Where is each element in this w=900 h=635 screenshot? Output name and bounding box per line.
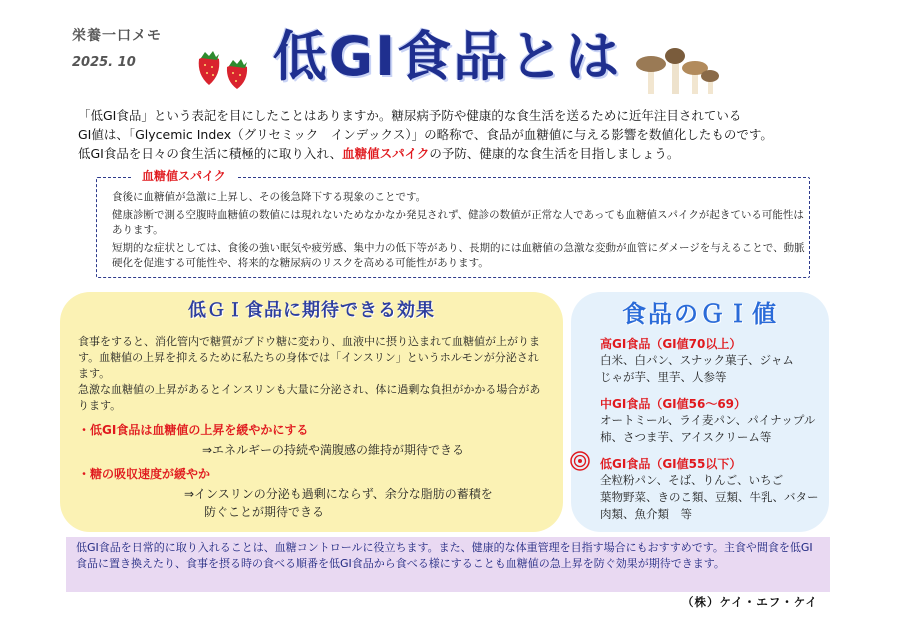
flower-icon xyxy=(569,450,591,472)
mushroom-icon xyxy=(632,42,722,100)
gi-mid-body-1: オートミール、ライ麦パン、パイナップル xyxy=(600,413,816,427)
gi-high-title: 高GI食品（GI値70以上） xyxy=(600,337,742,351)
spike-paragraph-2: 健康診断で測る空腹時血糖値の数値には現れないためなかなか発見されず、健診の数値が正常な人であっても血糖値スパイクが起きている可能性はあります。 xyxy=(112,208,804,236)
effects-paragraph-1: 食事をすると、消化管内で糖質がブドウ糖に変わり、血液中に摂り込まれて血糖値が上がります。血糖値の上昇を抑えるために私たちの身体では「インスリン」というホルモンが分泌されます。 xyxy=(78,335,540,380)
intro-spike-highlight: 血糖値スパイク xyxy=(342,146,430,161)
gi-mid-title: 中GI食品（GI値56～69） xyxy=(600,397,747,411)
spike-paragraph-3: 短期的な症状としては、食後の強い眠気や疲労感、集中力の低下等があり、長期的には血糖値の急激な変動が血管にダメージを与えることで、動脈硬化を促進する可能性や、将来的な糖尿病のリスクを高める可能性があります。 xyxy=(112,241,805,269)
effects-paragraph-2: 急激な血糖値の上昇があるとインスリンも大量に分泌され、体に過剰な負担がかかる場合があります。 xyxy=(78,383,541,412)
gi-mid-body-2: 柿、さつま芋、アイスクリーム等 xyxy=(600,430,772,444)
company-name: （株）ケイ・エフ・ケイ xyxy=(682,595,818,609)
gi-low-title: 低GI食品（GI値55以下） xyxy=(600,457,742,471)
spike-body xyxy=(112,190,807,274)
effects-point-2: ・糖の吸収速度が緩やか xyxy=(78,467,211,481)
issue-date: 2025. 10 xyxy=(72,55,136,70)
gi-low-body-2: 葉物野菜、きのこ類、豆類、牛乳、バター xyxy=(600,490,819,504)
gi-low-body-1: 全粒粉パン、そば、りんご、いちご xyxy=(600,473,784,487)
gi-high-body-2: じゃが芋、里芋、人参等 xyxy=(600,370,727,384)
page-title: 低GI食品とは xyxy=(272,25,622,88)
gi-title: 食品のＧＩ値 xyxy=(622,300,778,328)
effects-title: 低ＧＩ食品に期待できる効果 xyxy=(188,300,435,321)
intro-line-1: 「低GI食品」という表記を目にしたことはありますか。糖尿病予防や健康的な食生活を送るために近年注目されている xyxy=(78,108,742,123)
footer-band: 低GI食品を日常的に取り入れることは、血糖コントロールに役立ちます。また、健康的な体重管理を目指す場合にもおすすめです。主食や間食を低GI食品に置き換えたり、食事を摂る時の食べる順番を低GI食品から食べる様にすることも血糖値の急上昇を防ぐ効果が期待できます。 xyxy=(66,537,830,592)
intro-line-3-a: 低GI食品を日々の食生活に積極的に取り入れ、 xyxy=(78,146,343,161)
strawberry-icon xyxy=(195,45,255,91)
intro-text xyxy=(78,106,838,163)
effects-arrow-2a: ⇒インスリンの分泌も過剰にならず、余分な脂肪の蓄積を xyxy=(184,487,493,501)
effects-arrow-2b: 防ぐことが期待できる xyxy=(204,505,325,519)
memo-label: 栄養一口メモ xyxy=(72,28,162,44)
effects-point-1: ・低GI食品は血糖値の上昇を緩やかにする xyxy=(78,423,309,437)
gi-mid-section xyxy=(600,395,825,446)
gi-low-section xyxy=(600,455,825,523)
gi-low-body-3: 肉類、魚介類 等 xyxy=(600,507,692,521)
intro-line-3-b: の予防、健康的な食生活を目指しましょう。 xyxy=(429,146,680,161)
intro-line-2: GI値は、「Glycemic Index（グリセミック インデックス）」の略称で、食品が血糖値に与える影響を数値化したものです。 xyxy=(78,127,773,142)
effects-arrow-1: ⇒エネルギーの持続や満腹感の維持が期待できる xyxy=(202,443,465,457)
intro-line-3 xyxy=(78,144,838,163)
spike-title: 血糖値スパイク xyxy=(132,167,236,184)
gi-high-section xyxy=(600,335,825,386)
gi-high-body-1: 白米、白パン、スナック菓子、ジャム xyxy=(600,353,794,367)
spike-paragraph-1: 食後に血糖値が急激に上昇し、その後急降下する現象のことです。 xyxy=(112,191,427,203)
effects-body xyxy=(78,334,548,520)
